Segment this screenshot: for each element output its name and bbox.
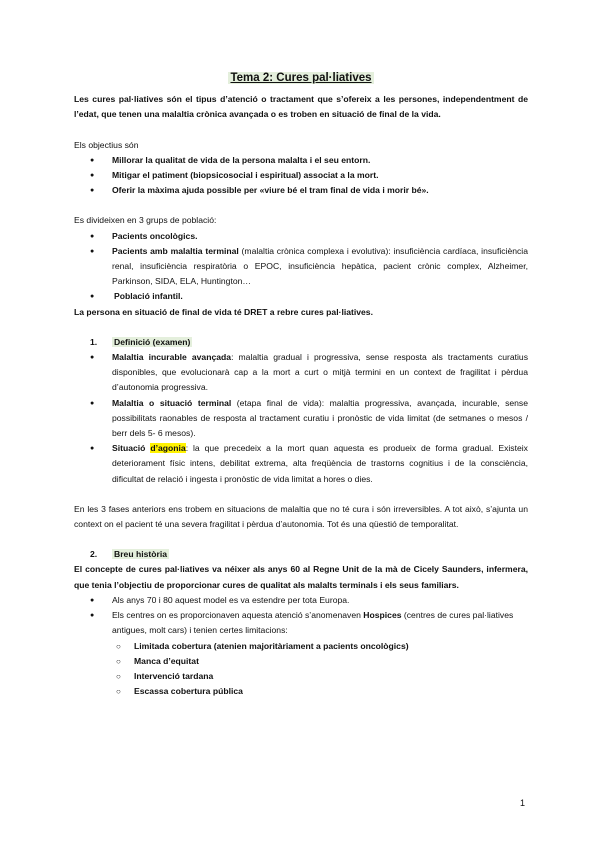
item-label: Malaltia o situació terminal: [112, 397, 232, 408]
history-list: [74, 593, 528, 639]
item-text: (centres de cures pal·liatives antigues, molt cars) i tenien certes limitacions:: [112, 610, 514, 636]
list-item: ● Pacients oncològics.: [74, 229, 528, 244]
definitions-list: [74, 350, 528, 487]
item-term: Hospices: [363, 610, 402, 621]
item-text: : la que precedeix a la mort quan aquesta es produeix de forma gradual. Existeix deteriorament físic intens, debilitat extrema, alta freqüència de trastorns cognitius i de la consciència, dificultat de relació i ingesta i pronòstic de vida limitat a hores o dies.: [112, 443, 528, 484]
list-item: [74, 396, 528, 442]
list-item: [74, 289, 528, 304]
groups-list: [74, 229, 528, 305]
objectives-heading: Els objectius són: [74, 139, 139, 150]
page-number: 1: [520, 798, 526, 808]
spacer: [74, 123, 528, 138]
item-text: (malaltia crònica complexa i evolutiva): insuficiència cardíaca, insuficiència renal, insuficiència respiratòria o EPOC, insuficiència hepàtica, pacient crònic complex, Alzheimer, Parkinson, SIDA, ELA, Huntington…: [112, 245, 528, 287]
groups-heading: Es divideixen en 3 grups de població:: [74, 215, 217, 226]
section-number: 1.: [90, 336, 98, 347]
list-item: ○ Escassa cobertura pública: [74, 684, 528, 699]
item-label: Situació: [112, 443, 151, 454]
list-item: [74, 350, 528, 396]
list-item: [74, 441, 528, 487]
spacer: [74, 198, 528, 213]
title-block: [74, 70, 528, 86]
intro-paragraph: Les cures pal·liatives són el tipus d’atenció o tractament que s’ofereix a les persones, independentment de l’edat, que tenen una malaltia crònica avançada o es troben en situació de final de la vida.: [74, 94, 528, 120]
section-heading-historia: [74, 547, 528, 562]
item-text: : malaltia gradual i progressiva, sense resposta als tractaments curatius disponibles, que evolucionarà cap a la mort a curt o mitjà termini en un context de fragilitat i pèrdua d’autonomia progressiva.: [112, 352, 528, 393]
list-item: ● Als anys 70 i 80 aquest model es va estendre per tota Europa.: [74, 593, 528, 608]
history-paragraph: El concepte de cures pal·liatives va néixer als anys 60 al Regne Unit de la mà de Cicely Saunders, infermera, que tenia l’objectiu de proporcionar cures de qualitat als malalts terminals i els seus familiars.: [74, 564, 528, 590]
document-content: [74, 70, 528, 699]
list-item: ○ Limitada cobertura (atenien majoritàriament a pacients oncològics): [74, 639, 528, 654]
item-text: Població infantil.: [114, 291, 183, 302]
list-item: ○ Intervenció tardana: [74, 669, 528, 684]
limitations-list: [74, 639, 528, 700]
section-number: 2.: [90, 549, 98, 560]
highlighted-term: d’agonia: [150, 443, 186, 454]
list-item: ● Millorar la qualitat de vida de la persona malalta i el seu entorn.: [74, 153, 528, 168]
spacer: [74, 532, 528, 547]
spacer: [74, 487, 528, 502]
item-label: Malaltia incurable avançada: [112, 352, 232, 363]
list-item: ○ Manca d’equitat: [74, 654, 528, 669]
section-title: Definició (examen): [114, 336, 191, 347]
page-title: Tema 2: Cures pal·liatives: [230, 72, 372, 84]
item-text: Els centres on es proporcionaven aquesta atenció s’anomenaven: [112, 610, 364, 621]
phases-paragraph: En les 3 fases anteriors ens trobem en situacions de malaltia que no té cura i són irreversibles. A tot això, s’ajunta un context on el pacient té una severa fragilitat i pèrdua d’autonomia. Tot és una qüestió de temporalitat.: [74, 503, 528, 530]
objectives-list: [74, 153, 528, 199]
rights-note: La persona en situació de final de vida té DRET a rebre cures pal·liatives.: [74, 306, 373, 317]
list-item: [74, 244, 528, 290]
section-heading-definicio: [74, 335, 528, 350]
list-item: ● Oferir la màxima ajuda possible per «viure bé el tram final de vida i morir bé».: [74, 183, 528, 198]
list-item: [74, 608, 528, 638]
list-item: ● Mitigar el patiment (biopsicosocial i espiritual) associat a la mort.: [74, 168, 528, 183]
spacer: [74, 320, 528, 335]
item-label: Pacients amb malaltia terminal: [112, 245, 239, 256]
item-text: (etapa final de vida): malaltia progressiva, avançada, incurable, sense possibilitats raonables de resposta al tractament curatiu i pronòstic de vida limitat (de setmanes o mesos / berr dels 5- 6 mesos).: [112, 397, 528, 439]
section-title: Breu història: [114, 549, 168, 560]
